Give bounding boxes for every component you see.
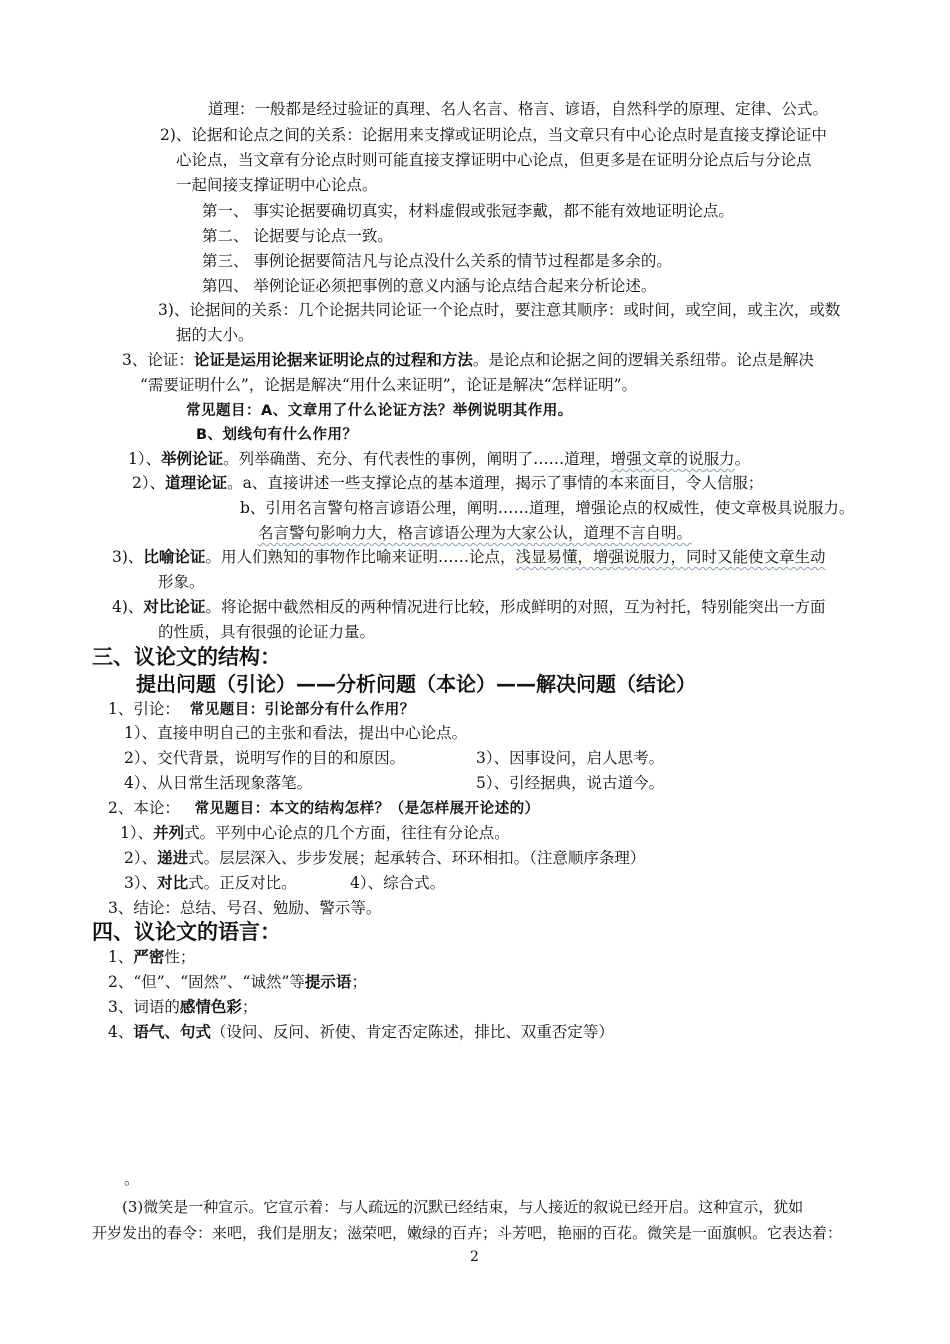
text-line: 一起间接支撑证明中心论点。 <box>176 176 378 194</box>
text-line <box>108 1021 614 1043</box>
text-line: 的性质，具有很强的论证力量。 <box>158 623 376 641</box>
text-line <box>108 996 257 1018</box>
text-span: 。列举确凿、充分、有代表性的事例，阐明了……道理， <box>223 450 611 468</box>
text-line <box>108 797 540 820</box>
text-line <box>112 596 825 618</box>
text-line: 名言警句影响力大，格言谚语公理为大家公认，道理不言自明。 <box>258 524 693 542</box>
text-span: 3、词语的 <box>108 998 180 1016</box>
text-span: 式。层层深入、步步发展；起承转合、环环相扣。（注意顺序条理） <box>188 849 646 867</box>
text-line: 2)、论据和论点之间的关系：论据用来支撑或证明论点，当文章只有中心论点时是直接支撑论证中 <box>160 126 827 144</box>
text-line: 。 <box>124 1170 140 1188</box>
question-prompt: 常见题目：引论部分有什么作用？ <box>189 702 415 718</box>
text-line: 3、结论：总结、号召、勉励、警示等。 <box>108 899 382 917</box>
text-line <box>124 872 297 894</box>
text-span: 式。平列中心论点的几个方面，往往有分论点。 <box>184 824 510 842</box>
text-line: 据的大小。 <box>176 326 254 344</box>
text-span: 2）、 <box>132 474 166 492</box>
text-line: 第三、 事例论据要简洁凡与论点没什么关系的情节过程都是多余的。 <box>202 252 672 270</box>
text-span: 性； <box>164 948 196 966</box>
section-heading: 三、议论文的结构： <box>92 645 281 669</box>
bold-term: 举例论证 <box>161 449 224 468</box>
text-line: 开岁发出的春令：来吧，我们是朋友；滋荣吧，嫩绿的百卉；斗芳吧，艳丽的百花。微笑是一面旗帜。它表达着： <box>92 1224 843 1242</box>
text-line: (3)微笑是一种宣示。它宣示着：与人疏远的沉默已经结束，与人接近的叙说已经开启。这种宣示，犹如 <box>122 1198 804 1216</box>
text-span: 2、“但”、“固然”、“诚然”等 <box>108 973 305 991</box>
section-heading: 四、议论文的语言： <box>92 920 281 944</box>
text-line: 第二、 论据要与论点一致。 <box>202 227 393 245</box>
text-line: 4）、从日常生活现象落笔。 <box>124 774 313 792</box>
text-span: 1）、 <box>128 450 162 468</box>
bold-term: 比喻论证 <box>143 547 206 566</box>
bold-term: 严密 <box>133 947 165 966</box>
bold-term: 对比 <box>157 873 189 892</box>
text-line: 道理：一般都是经过验证的真理、名人名言、格言、谚语，自然科学的原理、定律、公式。 <box>208 100 829 118</box>
question-prompt: 常见题目：本文的结构怎样？（是怎样展开论述的） <box>194 801 540 817</box>
section-subheading: 提出问题（引论）——分析问题（本论）——解决问题（结论） <box>136 672 696 696</box>
text-span: 。a、直接讲述一些支撑论点的基本道理，揭示了事情的本来面目，令人信服； <box>227 474 764 492</box>
text-span: 式。正反对比。 <box>188 874 297 892</box>
text-line: 3）、因事设问，启人思考。 <box>476 749 665 767</box>
text-line: b、引用名言警句格言谚语公理，阐明……道理，增强论点的权威性，使文章极具说服力。 <box>240 499 855 517</box>
bold-term: 提示语 <box>304 972 352 991</box>
text-span: ； <box>351 973 367 991</box>
text-line: 心论点，当文章有分论点时则可能直接支撑证明中心论点，但更多是在证明分论点后与分论点 <box>176 151 812 169</box>
text-line <box>112 546 825 568</box>
bold-term: 并列 <box>153 823 185 842</box>
text-line: 4）、综合式。 <box>350 874 446 892</box>
text-span: 4)、 <box>112 598 144 616</box>
text-span: 。用人们熟知的事物作比喻来证明……论点， <box>205 548 516 566</box>
wavy-underline-text: 增强文章的说服力 <box>610 450 735 468</box>
text-span: 。 <box>734 450 751 468</box>
text-span: （设问、反问、祈使、肯定否定陈述，排比、双重否定等） <box>210 1023 614 1041</box>
text-span: 2、本论： <box>108 799 180 817</box>
text-span: ； <box>241 998 258 1016</box>
text-line: 第四、 举例论证必须把事例的意义内涵与论点结合起来分析论述。 <box>202 277 657 295</box>
text-span: 2）、 <box>124 849 158 867</box>
text-span: 3、论证： <box>122 351 194 369</box>
text-span: 1、 <box>108 948 134 966</box>
bold-term: 感情色彩 <box>179 997 242 1016</box>
text-line <box>108 946 195 968</box>
text-line <box>122 349 814 371</box>
text-span: 4、 <box>108 1023 134 1041</box>
text-span: 3)、 <box>112 548 144 566</box>
text-line: 形象。 <box>158 573 205 591</box>
bold-term: 语气、句式 <box>133 1022 211 1041</box>
bold-term: 道理论证 <box>165 473 228 492</box>
text-line: 5）、引经据典，说古道今。 <box>476 774 665 792</box>
text-span: 。将论据中截然相反的两种情况进行比较，形成鲜明的对照，互为衬托，特别能突出一方面 <box>205 598 826 616</box>
wavy-underline-text: 浅显易懂，增强说服力，同时又能使文章生动 <box>515 548 826 566</box>
question-prompt: 常见题目：A、文章用了什么论证方法？举例说明其作用。 <box>186 403 573 419</box>
text-line <box>132 472 763 494</box>
bold-term: 论证是运用论据来证明论点的过程和方法 <box>193 350 473 369</box>
text-span: 。是论点和论据之间的逻辑关系纽带。论点是解决 <box>472 351 814 369</box>
text-line: “需要证明什么”，论据是解决“用什么来证明”，论证是解决“怎样证明”。 <box>140 376 638 394</box>
text-line: 第一、 事实论据要确切真实，材料虚假或张冠李戴，都不能有效地证明论点。 <box>202 202 734 220</box>
text-line <box>128 448 750 470</box>
text-line <box>120 822 510 844</box>
text-line <box>108 698 415 721</box>
text-line <box>108 971 367 993</box>
text-span: 3）、 <box>124 874 158 892</box>
text-line <box>124 847 645 869</box>
bold-term: 对比论证 <box>143 597 206 616</box>
text-line: 3)、论据间的关系：几个论据共同论证一个论点时，要注意其顺序：或时间，或空间，或主次，或数 <box>158 301 841 319</box>
text-span: 1、引论： <box>108 700 180 718</box>
question-prompt: B、划线句有什么作用？ <box>196 427 358 443</box>
bold-term: 递进 <box>157 848 189 867</box>
page-number: 2 <box>470 1249 479 1265</box>
text-span: 1）、 <box>120 824 154 842</box>
text-line: 1）、直接申明自己的主张和看法，提出中心论点。 <box>124 724 468 742</box>
text-line: 2）、交代背景，说明写作的目的和原因。 <box>124 749 406 767</box>
